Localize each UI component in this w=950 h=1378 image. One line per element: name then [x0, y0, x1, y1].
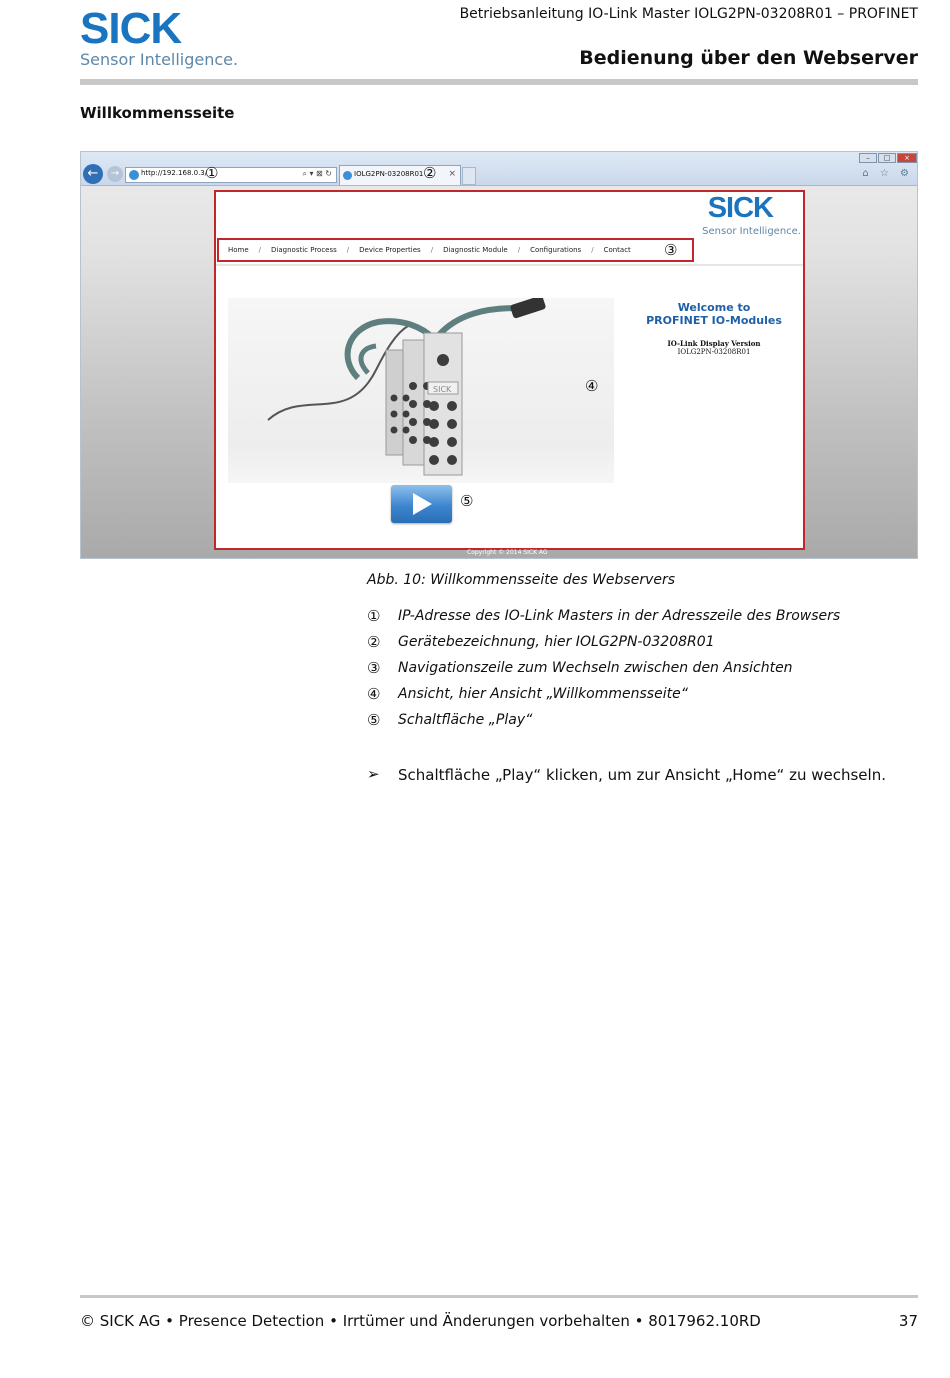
- address-url: http://192.168.0.3/: [141, 169, 208, 177]
- play-button[interactable]: [391, 485, 452, 523]
- page-heading: Willkommensseite: [80, 104, 235, 122]
- callout-3: ③: [664, 241, 678, 259]
- page-number: 37: [898, 1312, 918, 1330]
- figure-caption: Abb. 10: Willkommensseite des Webservers: [367, 572, 676, 588]
- io-module-product-image: [228, 298, 614, 483]
- nav-configurations[interactable]: Configurations: [530, 246, 582, 254]
- action-step: [367, 765, 927, 787]
- site-sick-logo: SICK: [707, 192, 773, 224]
- forward-arrow-icon[interactable]: →: [107, 166, 123, 182]
- website-view: [214, 190, 805, 550]
- nav-items: [228, 246, 631, 254]
- navigation-bar: [217, 238, 694, 262]
- action-text: Schaltfläche „Play“ klicken, um zur Ansicht „Home“ zu wechseln.: [398, 766, 886, 784]
- legend-text: Gerätebezeichnung, hier IOLG2PN-03208R01: [398, 634, 715, 650]
- webserver-screenshot: [80, 151, 918, 559]
- nav-contact[interactable]: Contact: [603, 246, 631, 254]
- browser-tab[interactable]: [339, 165, 461, 185]
- tab-globe-icon: [343, 171, 352, 180]
- arrow-bullet-icon: ➢: [367, 765, 380, 783]
- welcome-heading-line1: Welcome to: [677, 301, 751, 314]
- site-copyright: Copyright © 2014 SICK AG: [467, 549, 548, 556]
- nav-underline: [216, 264, 803, 266]
- legend-item: [367, 633, 927, 653]
- section-title: Bedienung über den Webserver: [579, 47, 918, 69]
- site-logo-tagline: Sensor Intelligence.: [702, 226, 801, 237]
- window-controls: [859, 153, 917, 163]
- legend-text: Schaltfläche „Play“: [398, 712, 533, 728]
- callout-2: ②: [423, 164, 437, 182]
- tab-title: IOLG2PN-03208R01: [354, 170, 424, 178]
- address-tools-icons[interactable]: ⌕ ▾ ⊠ ↻: [302, 169, 332, 178]
- footer-divider: [80, 1295, 918, 1298]
- header-divider: [80, 79, 918, 85]
- legend-text: IP-Adresse des IO-Link Masters in der Adresszeile des Browsers: [398, 608, 841, 624]
- document-title: Betriebsanleitung IO-Link Master IOLG2PN-03208R01 – PROFINET: [459, 6, 918, 22]
- back-arrow-icon[interactable]: ←: [83, 164, 103, 184]
- welcome-heading-line2: PROFINET IO-Modules: [646, 314, 782, 327]
- legend-number: ④: [367, 685, 381, 703]
- io-module-illustration: [228, 298, 614, 483]
- maximize-icon[interactable]: □: [878, 153, 896, 163]
- display-version-value: IOLG2PN-03208R01: [677, 348, 751, 356]
- sick-logo: SICK: [80, 4, 182, 53]
- play-icon: [391, 485, 452, 523]
- globe-icon: [129, 170, 139, 180]
- callout-4: ④: [585, 377, 599, 395]
- browser-toolbar-icons[interactable]: ⌂ ☆ ⚙: [862, 168, 913, 179]
- callout-1: ①: [205, 164, 219, 182]
- new-tab-button[interactable]: [462, 167, 476, 185]
- legend-number: ⑤: [367, 711, 381, 729]
- nav-home[interactable]: Home: [228, 246, 249, 254]
- legend-text: Navigationszeile zum Wechseln zwischen den Ansichten: [398, 660, 793, 676]
- legend-text: Ansicht, hier Ansicht „Willkommensseite“: [398, 686, 688, 702]
- sick-logo-tagline: Sensor Intelligence.: [80, 50, 239, 69]
- nav-diagnostic-process[interactable]: Diagnostic Process: [271, 246, 337, 254]
- legend-item: [367, 659, 927, 679]
- legend-number: ③: [367, 659, 381, 677]
- legend-number: ②: [367, 633, 381, 651]
- nav-device-properties[interactable]: Device Properties: [359, 246, 421, 254]
- nav-separator: /: [430, 246, 434, 254]
- legend-item: [367, 711, 927, 731]
- legend-item: [367, 685, 927, 705]
- legend-number: ①: [367, 607, 381, 625]
- minimize-icon[interactable]: –: [859, 153, 877, 163]
- footer-text: © SICK AG • Presence Detection • Irrtümer und Änderungen vorbehalten • 8017962.10RD: [80, 1312, 761, 1330]
- nav-separator: /: [517, 246, 521, 254]
- nav-separator: /: [591, 246, 594, 254]
- display-version-label: IO-Link Display Version: [667, 339, 761, 348]
- close-icon[interactable]: ×: [897, 153, 917, 163]
- nav-diagnostic-module[interactable]: Diagnostic Module: [443, 246, 508, 254]
- device-brand-label: SICK: [433, 385, 452, 394]
- tab-close-icon[interactable]: ×: [448, 169, 456, 179]
- nav-separator: /: [346, 246, 350, 254]
- legend-item: [367, 607, 927, 627]
- nav-separator: /: [258, 246, 262, 254]
- address-bar[interactable]: [125, 164, 337, 183]
- callout-5: ⑤: [460, 492, 474, 510]
